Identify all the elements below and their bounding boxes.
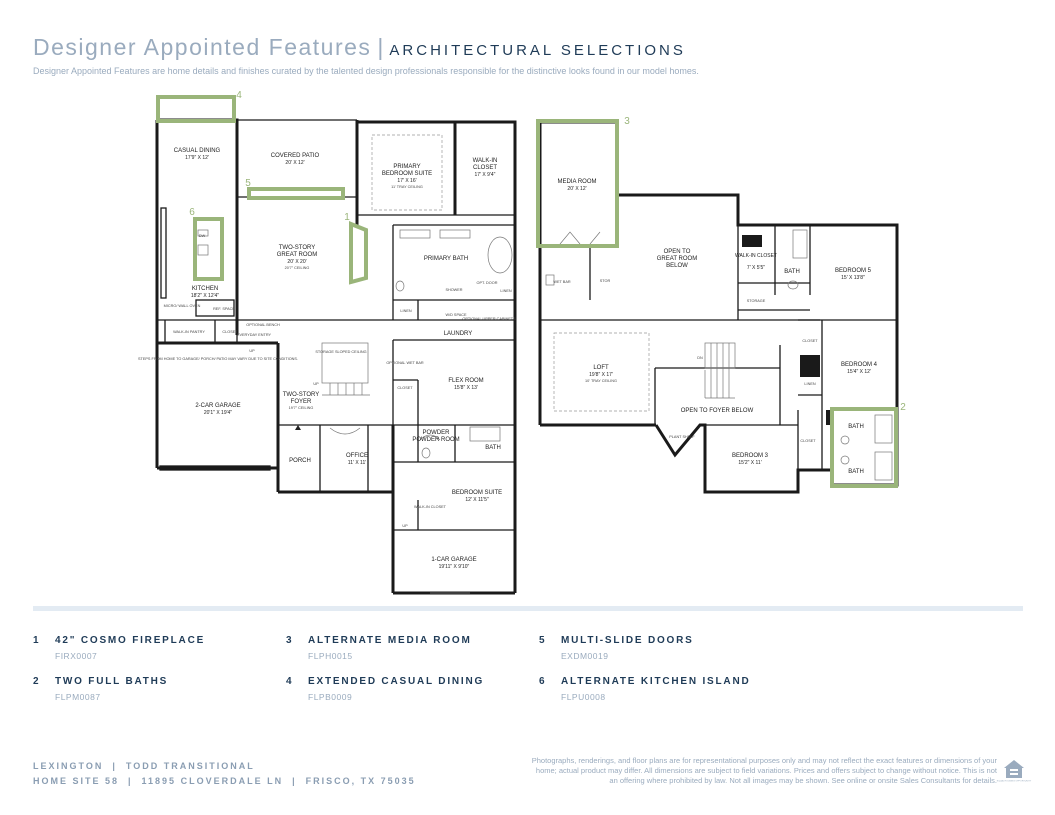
room-primary-bath: PRIMARY BATH xyxy=(423,256,469,262)
room-open-great-c: BELOW xyxy=(666,263,688,269)
room-open-foyer: OPEN TO FOYER BELOW xyxy=(680,408,754,414)
room-covered-patio: COVERED PATIO xyxy=(270,153,320,159)
footer-line-2: HOME SITE 58 | 11895 CLOVERDALE LN | FRISCO, TX 75035 xyxy=(33,776,416,786)
room-laundry: LAUNDRY xyxy=(443,331,473,337)
label-up-2: UP xyxy=(313,382,319,386)
room-foyer-note: 19'7" CEILING xyxy=(288,406,314,410)
feature-2-code: FLPM0087 xyxy=(55,692,101,702)
room-loft-note: 10' TRAY CEILING xyxy=(585,379,617,383)
label-opt-bench: OPTIONAL BENCH xyxy=(246,323,280,327)
room-foyer-a: TWO-STORY xyxy=(282,392,320,398)
room-walkin-closet: CLOSET xyxy=(472,165,498,171)
room-great-room-note: 20'7" CEILING xyxy=(284,266,310,270)
room-media: MEDIA ROOM xyxy=(557,179,597,185)
label-everyday-entry: EVERYDAY ENTRY xyxy=(236,333,272,337)
label-dn: DN xyxy=(697,356,703,360)
feature-1 xyxy=(33,635,263,661)
room-great-room-b: GREAT ROOM xyxy=(276,252,318,258)
room-loft-dim: 19'8" X 17' xyxy=(589,372,613,378)
highlight-multi-slide-doors xyxy=(249,189,343,198)
room-primary: PRIMARY xyxy=(393,164,421,170)
feature-5-name: MULTI-SLIDE DOORS xyxy=(561,635,694,646)
label-closet-3: CLOSET xyxy=(802,339,818,343)
room-garage-1-dim: 19'11" X 9'10" xyxy=(438,564,470,570)
feature-4-code: FLPB0009 xyxy=(308,692,353,702)
label-opt-door: OPT. DOOR xyxy=(476,281,498,285)
highlight-fireplace xyxy=(351,224,366,282)
page-title: Designer Appointed Features xyxy=(33,34,372,60)
marker-3: 3 xyxy=(624,116,630,127)
footer-address xyxy=(33,759,416,789)
room-bedroom-4-dim: 15'4" X 12' xyxy=(847,369,871,375)
room-garage-1: 1-CAR GARAGE xyxy=(431,557,477,563)
label-walkin-closet-2: WALK-IN CLOSET xyxy=(414,505,446,509)
feature-5 xyxy=(539,635,769,661)
feature-4-name: EXTENDED CASUAL DINING xyxy=(308,676,485,687)
feature-4-num: 4 xyxy=(286,676,294,687)
room-bedroom-3-dim: 15'2" X 11' xyxy=(738,460,762,466)
room-primary-suite: BEDROOM SUITE xyxy=(381,171,433,177)
label-plant-shelf: PLANT SHELF xyxy=(669,435,695,439)
room-loft: LOFT xyxy=(593,365,609,371)
feature-3-num: 3 xyxy=(286,635,294,646)
room-bath-a: BATH xyxy=(848,424,864,430)
room-garage-2: 2-CAR GARAGE xyxy=(195,403,241,409)
label-closet-2: CLOSET xyxy=(397,386,413,390)
room-walkin-2-dim: 7' X 5'5" xyxy=(746,265,766,271)
label-steps-note: STEPS FROM HOME TO GARAGE/ PORCH/ PATIO MAY VARY DUE TO SITE CONDITIONS. xyxy=(138,357,298,361)
marker-2: 2 xyxy=(900,402,906,413)
label-opt-upper: OPTIONAL UPPER CABINETS xyxy=(462,317,516,321)
room-casual-dining: CASUAL DINING xyxy=(173,148,221,154)
room-foyer-b: FOYER xyxy=(290,399,312,405)
label-walkin-pantry: WALK-IN PANTRY xyxy=(173,330,205,334)
room-great-room-dim: 20' X 20' xyxy=(287,259,307,265)
label-ref: REF. SPACE xyxy=(213,307,235,311)
label-linen-3: LINEN xyxy=(804,382,816,386)
label-stor: STOR xyxy=(599,279,611,283)
room-open-great-b: GREAT ROOM xyxy=(656,256,698,262)
feature-4 xyxy=(286,676,516,702)
feature-6-name: ALTERNATE KITCHEN ISLAND xyxy=(561,676,751,687)
room-great-room-a: TWO-STORY xyxy=(278,245,316,251)
room-bedroom-suite-dim: 12' X 11'5" xyxy=(465,497,489,503)
room-office-dim: 11' X 11' xyxy=(347,460,367,466)
feature-3-name: ALTERNATE MEDIA ROOM xyxy=(308,635,472,646)
page-subtitle: ARCHITECTURAL SELECTIONS xyxy=(389,42,686,59)
feature-2-num: 2 xyxy=(33,676,41,687)
label-opt-wet-bar: OPTIONAL WET BAR xyxy=(386,361,424,365)
room-bath-b: BATH xyxy=(848,469,864,475)
feature-3-code: FLPH0015 xyxy=(308,651,353,661)
label-storage: STORAGE xyxy=(746,299,766,303)
room-primary-note: 11' TRAY CEILING xyxy=(391,185,423,189)
footer-disclaimer: Photographs, renderings, and floor plans are for representational purposes only and may not reflect the exact features or dimensions of your home; actual product may differ. All dimensions are subject to field variations. Prices and offers subject to change without notice. This is not an offering where prohibited by law. Not all images may be shown. See online or onsite Sales Consultants for details. xyxy=(531,756,997,785)
room-office: OFFICE xyxy=(346,453,368,459)
marker-5: 5 xyxy=(245,178,251,189)
room-covered-patio-dim: 20' X 12' xyxy=(285,160,305,166)
room-flex: FLEX ROOM xyxy=(448,378,484,384)
footer-line-1: LEXINGTON | TODD TRANSITIONAL xyxy=(33,761,255,771)
feature-1-name: 42" COSMO FIREPLACE xyxy=(55,635,206,646)
room-casual-dining-dim: 17'9" X 12' xyxy=(185,155,209,161)
label-up-3: UP xyxy=(402,524,408,528)
room-bath-2: BATH xyxy=(784,269,800,275)
highlight-two-full-baths xyxy=(832,409,896,486)
feature-5-code: EXDM0019 xyxy=(561,651,609,661)
room-garage-2-dim: 20'1" X 19'4" xyxy=(203,410,233,416)
marker-4: 4 xyxy=(236,90,242,101)
room-kitchen-dim: 18'2" X 12'4" xyxy=(190,293,220,299)
label-dw: DW xyxy=(198,234,206,238)
feature-2-name: TWO FULL BATHS xyxy=(55,676,169,687)
feature-6-code: FLPU0008 xyxy=(561,692,606,702)
room-bedroom-4: BEDROOM 4 xyxy=(840,362,878,368)
marker-1: 1 xyxy=(344,212,350,223)
room-walkin-dim: 17' X 9'4" xyxy=(474,172,496,178)
room-media-dim: 20' X 12' xyxy=(567,186,587,192)
label-wet-bar: WET BAR xyxy=(553,280,571,284)
divider xyxy=(33,606,1023,611)
feature-2 xyxy=(33,676,263,702)
room-porch: PORCH xyxy=(289,458,311,464)
room-bedroom-3: BEDROOM 3 xyxy=(731,453,769,459)
label-closet-4: CLOSET xyxy=(800,439,816,443)
marker-6: 6 xyxy=(189,207,195,218)
room-bath: BATH xyxy=(485,445,501,451)
feature-1-code: FIRX0007 xyxy=(55,651,98,661)
room-powder: POWDER ROOM xyxy=(412,437,460,443)
room-bedroom-suite: BEDROOM SUITE xyxy=(451,490,503,496)
label-linen: LINEN xyxy=(500,289,512,293)
room-primary-dim: 17' X 16' xyxy=(397,178,417,184)
eho-label: EQUAL HOUSING OPPORTUNITY xyxy=(996,780,1032,783)
first-floor-plan xyxy=(138,90,516,593)
room-bedroom-5: BEDROOM 5 xyxy=(834,268,872,274)
room-walkin: WALK-IN xyxy=(472,158,498,164)
room-open-great-a: OPEN TO xyxy=(663,249,691,255)
room-kitchen: KITCHEN xyxy=(191,286,219,292)
label-shower: SHOWER xyxy=(445,288,463,292)
feature-6-num: 6 xyxy=(539,676,547,687)
highlight-kitchen-island xyxy=(195,219,222,279)
room-walkin-2: WALK-IN CLOSET xyxy=(734,253,778,259)
feature-1-num: 1 xyxy=(33,635,41,646)
label-micro: MICRO/ WALL OVEN xyxy=(163,304,201,308)
page-description: Designer Appointed Features are home details and finishes curated by the talented design professionals responsible for the distinctive looks found in our model homes. xyxy=(33,66,699,76)
label-closet: CLOSET xyxy=(222,330,238,334)
label-up: UP xyxy=(249,349,255,353)
second-floor-plan xyxy=(538,116,906,492)
label-wd-space: W/D SPACE xyxy=(445,313,467,317)
highlight-extended-casual-dining xyxy=(158,97,234,121)
label-linen-2: LINEN xyxy=(400,309,412,313)
feature-5-num: 5 xyxy=(539,635,547,646)
equal-housing-icon xyxy=(996,758,1032,783)
room-flex-dim: 15'8" X 13' xyxy=(454,385,478,391)
title-separator: | xyxy=(377,34,384,60)
feature-3 xyxy=(286,635,516,661)
room-bedroom-5-dim: 15' X 13'8" xyxy=(841,275,865,281)
room-powder-a: POWDER xyxy=(422,430,450,436)
feature-6 xyxy=(539,676,769,702)
label-storage-sloped: STORAGE SLOPED CEILING xyxy=(315,350,367,354)
